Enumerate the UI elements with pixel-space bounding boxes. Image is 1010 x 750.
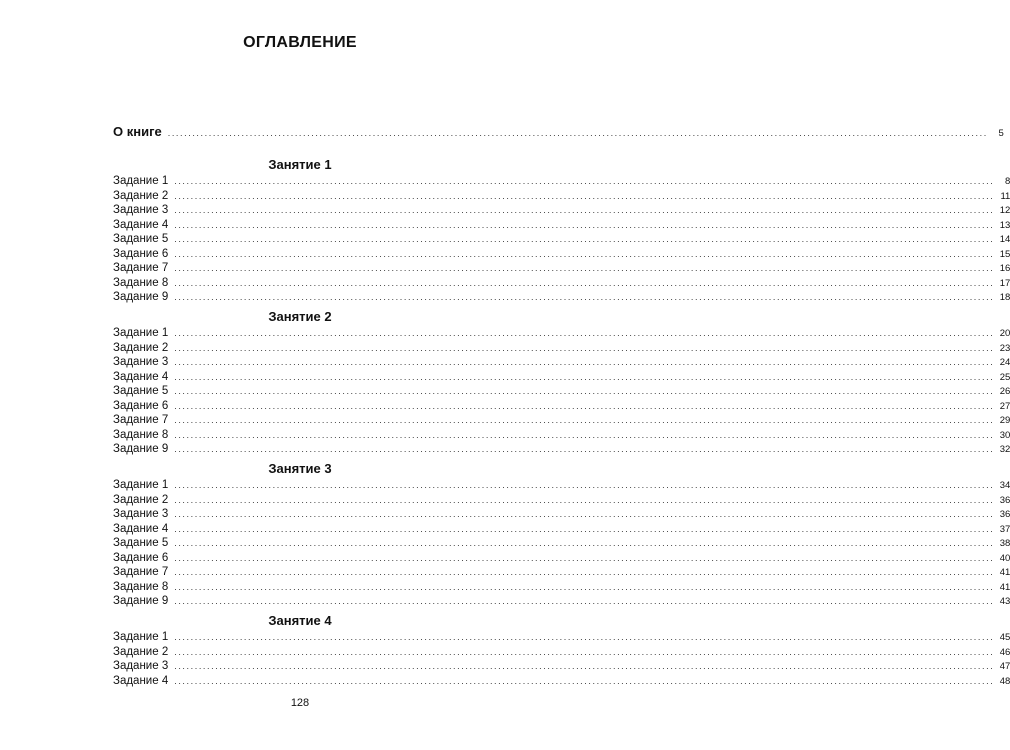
- toc-entry-page: 41: [999, 581, 1010, 593]
- dot-leader: ........................................................................................................................................................................................................: [174, 429, 995, 440]
- toc-entry-page: 43: [999, 596, 1010, 607]
- dot-leader: ........................................................................................................................................................................................................: [174, 277, 995, 288]
- toc-entry-page: 38: [999, 538, 1010, 549]
- toc-entry-page: 27: [999, 400, 1010, 412]
- toc-entry-label: Задание 9: [113, 291, 169, 303]
- dot-leader: ........................................................................................................................................................................................................: [174, 248, 995, 259]
- toc-entry-page: 13: [999, 219, 1010, 231]
- section-heading: Занятие 4: [268, 613, 332, 628]
- toc-entry: [113, 536, 1010, 550]
- toc-entry: [113, 218, 1010, 232]
- section-heading: Занятие 1: [268, 157, 332, 172]
- toc-entry: [113, 341, 1010, 355]
- toc-entry: [113, 232, 1010, 246]
- dot-leader: ........................................................................................................................................................................................................: [167, 128, 988, 138]
- toc-entry-intro: [113, 124, 1004, 140]
- toc-entry-page: 12: [999, 205, 1010, 216]
- toc-entry-label: Задание 9: [113, 443, 169, 455]
- toc-entry-page: 8: [1005, 176, 1010, 187]
- dot-leader: ........................................................................................................................................................................................................: [174, 400, 995, 411]
- toc-entry: [113, 174, 1010, 188]
- toc-entry-label: Задание 8: [113, 428, 169, 441]
- dot-leader: ........................................................................................................................................................................................................: [174, 581, 995, 592]
- toc-entry-page: 29: [999, 415, 1010, 426]
- toc-entry-label: Задание 3: [113, 660, 169, 672]
- toc-entry: [113, 355, 1010, 369]
- dot-leader: ........................................................................................................................................................................................................: [174, 205, 995, 215]
- toc-entry-label: Задание 5: [113, 537, 169, 549]
- dot-leader: ........................................................................................................................................................................................................: [174, 523, 995, 534]
- dot-leader: ........................................................................................................................................................................................................: [174, 190, 995, 201]
- toc-entry: [113, 493, 1010, 507]
- dot-leader: ........................................................................................................................................................................................................: [174, 371, 995, 382]
- toc-entry-page: 37: [999, 523, 1010, 535]
- toc-entry-page: 20: [999, 328, 1010, 339]
- toc-entry-page: 41: [999, 567, 1010, 578]
- toc-entry-page: 5: [998, 128, 1004, 139]
- dot-leader: ........................................................................................................................................................................................................: [174, 234, 995, 244]
- dot-leader: ........................................................................................................................................................................................................: [174, 342, 995, 353]
- toc-entry-label: Задание 8: [113, 580, 169, 593]
- toc-entry: [113, 551, 1010, 565]
- toc-entry-page: 30: [999, 429, 1010, 441]
- toc-entry-page: 15: [999, 248, 1010, 260]
- toc-entry-label: Задание 2: [113, 189, 169, 202]
- toc-entry-page: 48: [999, 675, 1010, 687]
- toc-entry-page: 18: [999, 292, 1010, 303]
- toc-entry-page: 47: [999, 661, 1010, 672]
- toc-entry: [113, 384, 1010, 398]
- toc-entry-label: Задание 5: [113, 385, 169, 397]
- toc-entry-label: Задание 6: [113, 247, 169, 260]
- dot-leader: ........................................................................................................................................................................................................: [174, 538, 995, 548]
- toc-entry-label: Задание 2: [113, 341, 169, 354]
- toc-entry: [113, 565, 1010, 579]
- toc-entry: [113, 276, 1010, 290]
- toc-entry-page: 32: [999, 444, 1010, 455]
- toc-entry-label: Задание 8: [113, 276, 169, 289]
- dot-leader: ........................................................................................................................................................................................................: [174, 292, 995, 302]
- toc-entry-label: Задание 6: [113, 399, 169, 412]
- toc-entry-label: Задание 4: [113, 370, 169, 383]
- toc-entry-label: Задание 7: [113, 262, 169, 274]
- toc-entry: [113, 203, 1010, 217]
- toc-entry-page: 34: [999, 480, 1010, 491]
- page-number: 128: [290, 697, 310, 709]
- toc-entry: [113, 580, 1010, 594]
- toc-entry: [113, 522, 1010, 536]
- dot-leader: ........................................................................................................................................................................................................: [174, 444, 995, 454]
- dot-leader: ........................................................................................................................................................................................................: [174, 494, 995, 505]
- toc-entry-label: Задание 3: [113, 356, 169, 368]
- toc-entry-label: Задание 1: [113, 631, 169, 643]
- toc-entry: [113, 261, 1010, 275]
- dot-leader: ........................................................................................................................................................................................................: [174, 567, 995, 577]
- toc-entry-page: 46: [999, 646, 1010, 658]
- toc-entry-page: 23: [999, 342, 1010, 354]
- toc-entry-label: О книге: [113, 124, 162, 139]
- toc-entry: [113, 290, 1010, 304]
- toc-entry: [113, 594, 1010, 608]
- dot-leader: ........................................................................................................................................................................................................: [174, 675, 995, 686]
- toc-entry-label: Задание 7: [113, 414, 169, 426]
- section-heading: Занятие 2: [268, 309, 332, 324]
- toc-entry: [113, 413, 1010, 427]
- toc-entry-label: Задание 1: [113, 175, 169, 187]
- toc-entry-page: 14: [999, 234, 1010, 245]
- toc-entry-label: Задание 5: [113, 233, 169, 245]
- page-title: ОГЛАВЛЕНИЕ: [243, 34, 357, 51]
- toc-entry: [113, 326, 1010, 340]
- dot-leader: ........................................................................................................................................................................................................: [174, 386, 995, 396]
- dot-leader: ........................................................................................................................................................................................................: [174, 632, 995, 642]
- dot-leader: ........................................................................................................................................................................................................: [174, 646, 995, 657]
- toc-entry: [113, 399, 1010, 413]
- toc-entry-page: 40: [999, 552, 1010, 564]
- toc-entry: [113, 442, 1010, 456]
- toc-entry: [113, 630, 1010, 644]
- section-heading: Занятие 3: [268, 461, 332, 476]
- toc-entry: [113, 478, 1010, 492]
- toc-entry-page: 24: [999, 357, 1010, 368]
- toc-entry: [113, 507, 1010, 521]
- toc-entry-page: 45: [999, 632, 1010, 643]
- dot-leader: ........................................................................................................................................................................................................: [174, 661, 995, 671]
- toc-entry-page: 26: [999, 386, 1010, 397]
- toc-entry: [113, 645, 1010, 659]
- toc-entry-label: Задание 4: [113, 674, 169, 687]
- toc-entry-label: Задание 4: [113, 522, 169, 535]
- dot-leader: ........................................................................................................................................................................................................: [174, 596, 995, 606]
- dot-leader: ........................................................................................................................................................................................................: [174, 219, 995, 230]
- dot-leader: ........................................................................................................................................................................................................: [174, 328, 995, 338]
- dot-leader: ........................................................................................................................................................................................................: [174, 415, 995, 425]
- toc-entry: [113, 370, 1010, 384]
- toc-entry: [113, 189, 1010, 203]
- toc-entry-label: Задание 1: [113, 479, 169, 491]
- toc-entry-label: Задание 3: [113, 508, 169, 520]
- toc-entry-page: 25: [999, 371, 1010, 383]
- toc-entry-page: 11: [1000, 190, 1010, 202]
- toc-entry: [113, 659, 1010, 673]
- toc-entry-page: 36: [999, 509, 1010, 520]
- toc-entry-label: Задание 3: [113, 204, 169, 216]
- toc-entry-label: Задание 4: [113, 218, 169, 231]
- toc-entry-label: Задание 2: [113, 645, 169, 658]
- toc-entry-label: Задание 2: [113, 493, 169, 506]
- toc-entry-label: Задание 9: [113, 595, 169, 607]
- toc-entry-label: Задание 1: [113, 327, 169, 339]
- toc-entry-page: 17: [999, 277, 1010, 289]
- toc-entry-page: 36: [999, 494, 1010, 506]
- dot-leader: ........................................................................................................................................................................................................: [174, 552, 995, 563]
- toc-entry-label: Задание 7: [113, 566, 169, 578]
- toc-entry: [113, 428, 1010, 442]
- dot-leader: ........................................................................................................................................................................................................: [174, 176, 995, 186]
- toc-entry-page: 16: [999, 263, 1010, 274]
- dot-leader: ........................................................................................................................................................................................................: [174, 509, 995, 519]
- dot-leader: ........................................................................................................................................................................................................: [174, 357, 995, 367]
- toc-entry: [113, 674, 1010, 688]
- toc-entry: [113, 247, 1010, 261]
- dot-leader: ........................................................................................................................................................................................................: [174, 480, 995, 490]
- toc-entry-label: Задание 6: [113, 551, 169, 564]
- dot-leader: ........................................................................................................................................................................................................: [174, 263, 995, 273]
